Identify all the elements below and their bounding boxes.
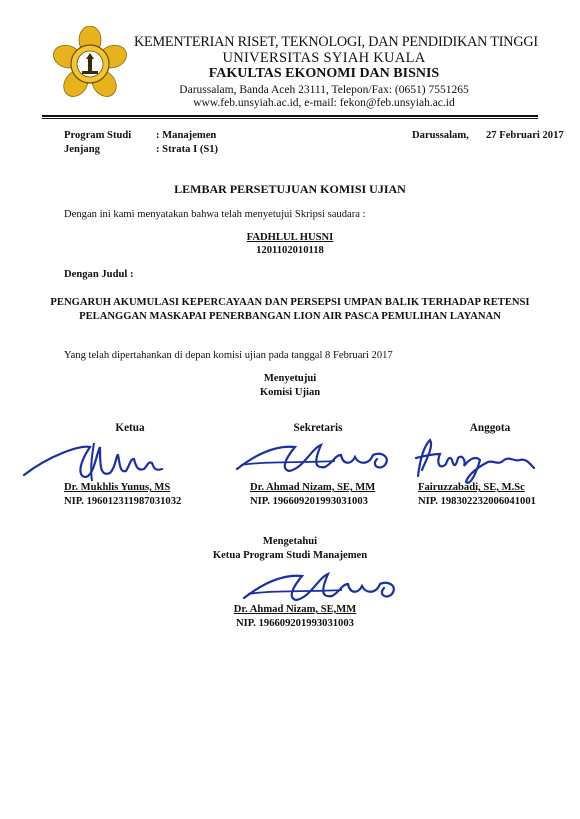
letter-place: Darussalam, xyxy=(412,130,469,141)
head-of-program-name: Dr. Ahmad Nizam, SE,MM xyxy=(233,604,357,615)
header-rule-thick xyxy=(42,115,538,117)
faculty-name: FAKULTAS EKONOMI DAN BISNIS xyxy=(208,66,440,81)
defended-text: Yang telah dipertahankan di depan komisi ujian pada tanggal 8 Februari 2017 xyxy=(64,350,393,361)
committee-label: Komisi Ujian xyxy=(259,387,321,398)
student-id: 1201102010118 xyxy=(256,245,324,256)
chair-role: Ketua xyxy=(115,422,145,434)
intro-text: Dengan ini kami menyatakan bahwa telah menyetujui Skripsi saudara : xyxy=(64,209,366,220)
program-label: Program Studi xyxy=(64,130,132,141)
chair-nip: NIP. 196012311987031032 xyxy=(64,496,182,507)
member-role: Anggota xyxy=(469,422,511,434)
thesis-title-line2: PELANGGAN MASKAPAI PENERBANGAN LION AIR PASCA PEMULIHAN LAYANAN xyxy=(79,311,501,322)
acknowledge-position: Ketua Program Studi Manajemen xyxy=(212,550,368,561)
letter-date: 27 Februari 2017 xyxy=(486,130,564,141)
approve-label: Menyetujui xyxy=(263,373,317,384)
chair-name: Dr. Mukhlis Yunus, MS xyxy=(64,482,171,493)
university-logo xyxy=(52,26,128,102)
judul-label: Dengan Judul : xyxy=(64,269,134,280)
university-name: UNIVERSITAS SYIAH KUALA xyxy=(222,50,426,66)
secretary-nip: NIP. 196609201993031003 xyxy=(250,496,368,507)
ministry-name: KEMENTERIAN RISET, TEKNOLOGI, DAN PENDIDIKAN TINGGI xyxy=(134,34,538,50)
secretary-name: Dr. Ahmad Nizam, SE, MM xyxy=(250,482,376,493)
faculty-address: Darussalam, Banda Aceh 23111, Telepon/Fax: (0651) 7551265 xyxy=(179,84,469,96)
level-value: : Strata I (S1) xyxy=(156,144,219,155)
member-signature xyxy=(410,430,540,490)
secretary-signature xyxy=(225,425,405,485)
thesis-title-line1: PENGARUH AKUMULASI KEPERCAYAAN DAN PERSEPSI UMPAN BALIK TERHADAP RETENSI xyxy=(50,297,530,308)
student-name: FADHLUL HUSNI xyxy=(246,232,334,243)
head-of-program-nip: NIP. 196609201993031003 xyxy=(236,618,354,629)
member-name: Fairuzzabadi, SE, M.Sc xyxy=(418,482,525,493)
level-label: Jenjang xyxy=(64,144,100,155)
acknowledge-label: Mengetahui xyxy=(262,536,318,547)
header-rule-thin xyxy=(42,118,538,119)
document-title: LEMBAR PERSETUJUAN KOMISI UJIAN xyxy=(174,182,406,196)
member-nip: NIP. 198302232006041001 xyxy=(418,496,536,507)
secretary-role: Sekretaris xyxy=(293,422,343,434)
faculty-web-email: www.feb.unsyiah.ac.id, e-mail: fekon@feb.unsyiah.ac.id xyxy=(193,97,455,109)
program-value: : Manajemen xyxy=(156,130,217,141)
head-of-program-signature xyxy=(232,556,402,611)
